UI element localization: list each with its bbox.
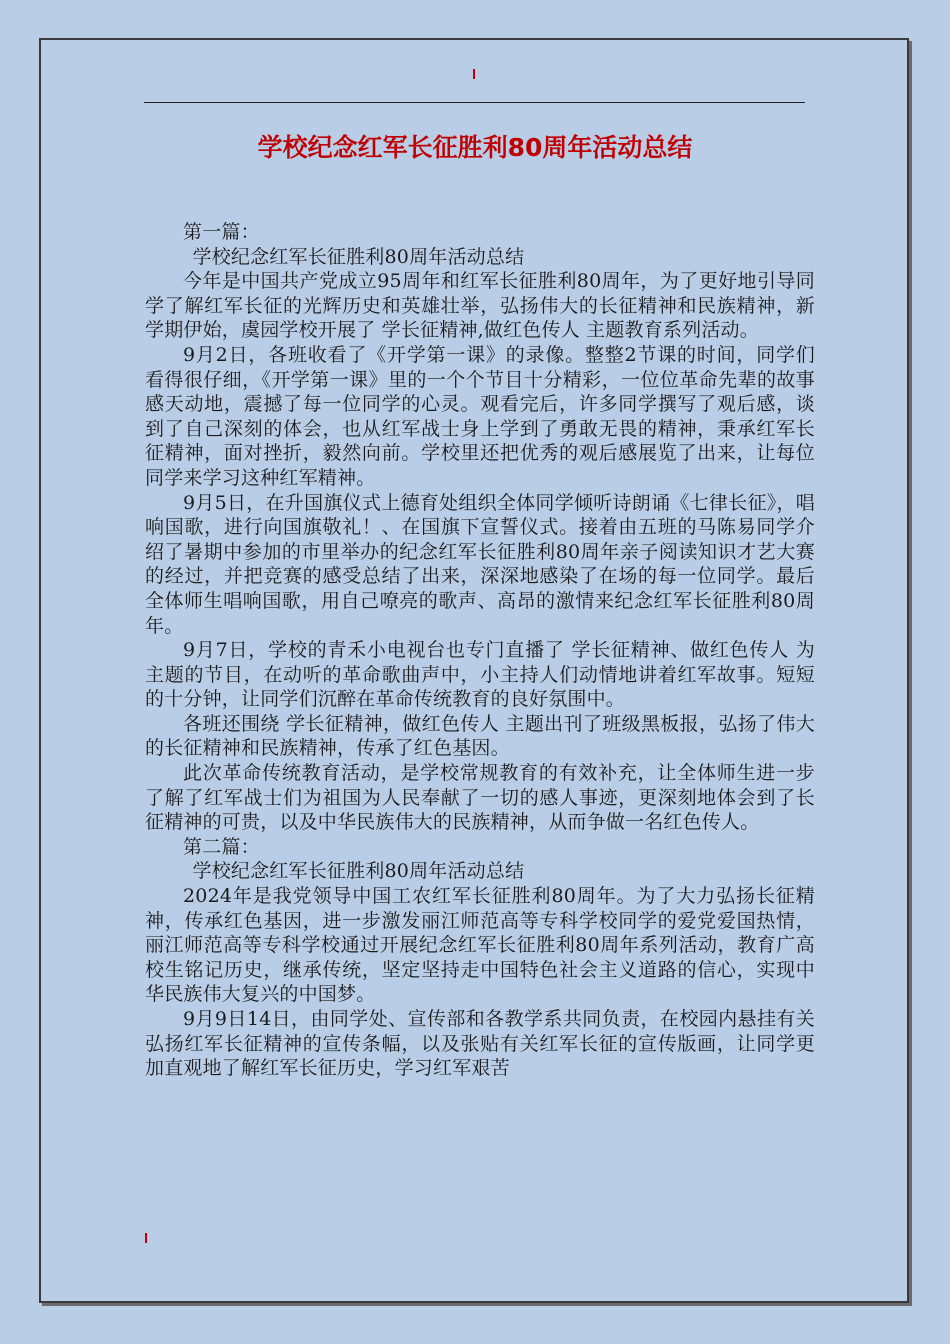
paragraph: 9月7日，学校的青禾小电视台也专门直播了 学长征精神、做红色传人 为主题的节目，在动听的革命歌曲声中，小主持人们动情地讲着红军故事。短短的十分钟，让同学们沉醉在革命传统教育的良好氛围中。 [145, 639, 815, 711]
header-mark [473, 69, 475, 79]
section-heading: 第二篇： [183, 835, 260, 858]
footer-mark [145, 1233, 147, 1243]
paragraph: 今年是中国共产党成立95周年和红军长征胜利80周年，为了更好地引导同学了解红军长征的光辉历史和英雄壮举，弘扬伟大的长征精神和民族精神，新学期伊始，虞园学校开展了 学长征精神,做红色传人 主题教育系列活动。 [145, 270, 815, 342]
document-body [145, 220, 815, 1081]
paragraph: 2024年是我党领导中国工农红军长征胜利80周年。为了大力弘扬长征精神，传承红色基因，进一步激发丽江师范高等专科学校同学的爱党爱国热情，丽江师范高等专科学校通过开展纪念红军长征胜利80周年系列活动，教育广高校生铭记历史，继承传统，坚定坚持走中国特色社会主义道路的信心，实现中华民族伟大复兴的中国梦。 [145, 885, 815, 1006]
paragraph: 此次革命传统教育活动，是学校常规教育的有效补充，让全体师生进一步了解了红军战士们为祖国为人民奉献了一切的感人事迹，更深刻地体会到了长征精神的可贵，以及中华民族伟大的民族精神，从而争做一名红色传人。 [145, 762, 815, 834]
paragraph: 9月5日，在升国旗仪式上德育处组织全体同学倾听诗朗诵《七律长征》，唱响国歌，进行向国旗敬礼！、在国旗下宣誓仪式。接着由五班的马陈易同学介绍了暑期中参加的市里举办的纪念红军长征胜利80周年亲子阅读知识才艺大赛的经过，并把竞赛的感受总结了出来，深深地感染了在场的每一位同学。最后全体师生唱响国歌，用自己嘹亮的歌声、高昂的激情来纪念红军长征胜利80周年。 [145, 491, 815, 637]
document-title: 学校纪念红军长征胜利80周年活动总结 [257, 133, 693, 162]
paragraph: 9月9日14日，由同学处、宣传部和各教学系共同负责，在校园内悬挂有关弘扬红军长征精神的宣传条幅，以及张贴有关红军长征的宣传版画，让同学更加直观地了解红军长征历史，学习红军艰苦 [145, 1008, 815, 1080]
section-subtitle: 学校纪念红军长征胜利80周年活动总结 [192, 860, 525, 883]
paragraph: 各班还围绕 学长征精神，做红色传人 主题出刊了班级黑板报，弘扬了伟大的长征精神和民族精神，传承了红色基因。 [145, 712, 815, 760]
paragraph: 9月2日，各班收看了《开学第一课》的录像。整整2节课的时间，同学们看得很仔细，《开学第一课》里的一个个节目十分精彩，一位位革命先辈的故事感天动地，震撼了每一位同学的心灵。观看完后，许多同学撰写了观后感，谈到了自己深刻的体会，也从红军战士身上学到了勇敢无畏的精神，秉承红军长征精神，面对挫折，毅然向前。学校里还把优秀的观后感展览了出来，让每位同学来学习这种红军精神。 [145, 343, 815, 489]
section-heading: 第一篇： [183, 221, 260, 243]
header-rule [144, 102, 805, 103]
section-subtitle: 学校纪念红军长征胜利80周年活动总结 [192, 245, 525, 268]
